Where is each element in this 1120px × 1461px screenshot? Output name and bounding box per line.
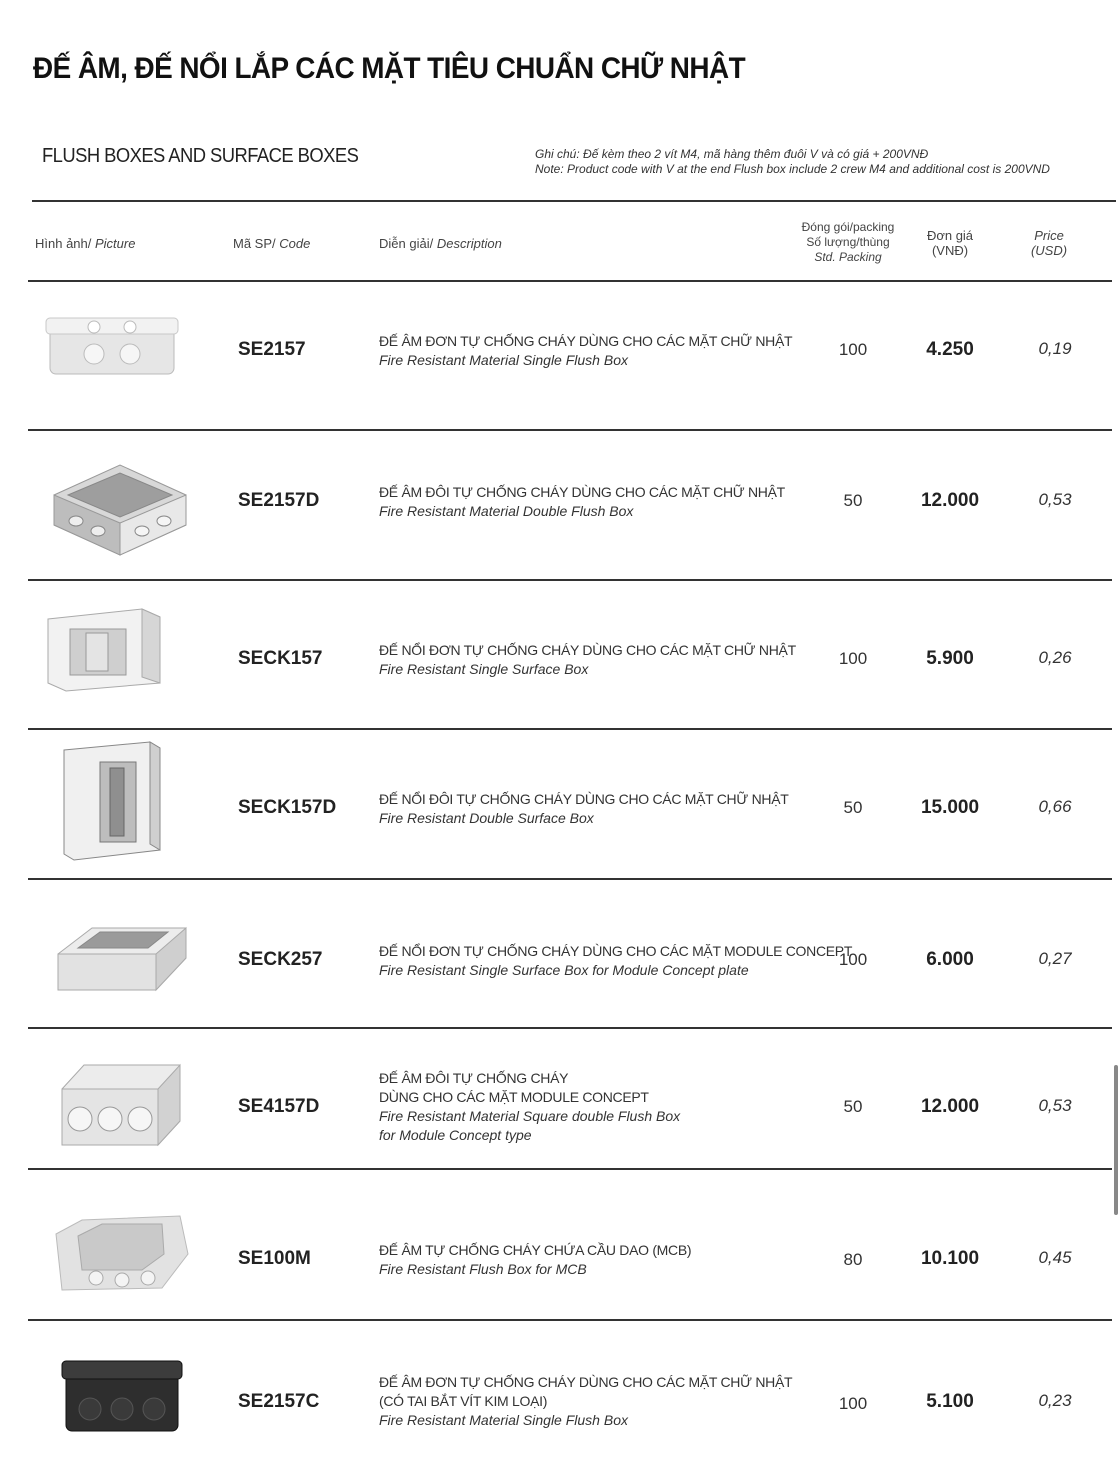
product-description: ĐẾ ÂM ĐÔI TỰ CHỐNG CHÁY DÙNG CHO CÁC MẶT MODULE CONCEPT Fire Resistant Material Square double Flush Box for Module Concept type [379,1070,681,1143]
product-packing: 100 [838,649,868,668]
scrollbar[interactable] [1114,1065,1118,1215]
product-row [0,282,1120,429]
product-price-usd: 0,26 [1038,648,1072,667]
product-code: SE100M [238,1248,311,1269]
single-flush-box-icon [44,316,180,380]
product-price-usd: 0,53 [1038,1096,1072,1115]
header-packing: Đóng gói/packing Số lượng/thùng Std. Packing [801,220,895,264]
page-title: ĐẾ ÂM, ĐẾ NỔI LẮP CÁC MẶT TIÊU CHUẨN CHỮ NHẬT [33,52,746,85]
product-price-usd: 0,23 [1038,1391,1072,1410]
square-double-flush-box-icon [60,1061,182,1147]
product-code: SE4157D [238,1096,320,1117]
product-price-usd: 0,45 [1038,1248,1072,1267]
product-description: ĐẾ ÂM ĐƠN TỰ CHỐNG CHÁY DÙNG CHO CÁC MẶT CHỮ NHẬT Fire Resistant Material Single Flush Box [379,333,793,368]
product-code: SE2157D [238,490,320,511]
product-price-usd: 0,53 [1038,490,1072,509]
black-flush-box-icon [60,1359,184,1435]
product-description: ĐẾ ÂM ĐƠN TỰ CHỐNG CHÁY DÙNG CHO CÁC MẶT CHỮ NHẬT (CÓ TAI BẮT VÍT KIM LOẠI) Fire Resistant Material Single Flush Box [379,1374,793,1428]
mcb-flush-box-icon [52,1214,192,1294]
product-packing: 50 [843,798,863,817]
product-code: SECK157 [238,648,323,669]
header-top-rule [32,200,1116,202]
product-price-vnd: 4.250 [926,339,974,360]
product-row [0,581,1120,728]
product-code: SECK157D [238,797,337,818]
product-price-vnd: 10.100 [920,1248,980,1269]
product-row [0,1170,1120,1319]
product-price-usd: 0,27 [1038,949,1072,968]
product-row [0,431,1120,579]
single-surface-box-icon [46,607,162,693]
page-subtitle: FLUSH BOXES AND SURFACE BOXES [42,145,359,167]
price-note-en: Note: Product code with V at the end Flush box include 2 crew M4 and additional cost is 200VND [535,162,1050,176]
product-description: ĐẾ NỔI ĐÔI TỰ CHỐNG CHÁY DÙNG CHO CÁC MẶT CHỮ NHẬT Fire Resistant Double Surface Box [379,791,789,826]
product-packing: 50 [843,491,863,510]
product-code: SE2157 [238,339,306,360]
product-packing: 50 [843,1097,863,1116]
price-note-vi: Ghi chú: Đế kèm theo 2 vít M4, mã hàng thêm đuôi V và có giá + 200VNĐ [535,147,929,161]
product-code: SECK257 [238,949,323,970]
product-price-usd: 0,66 [1038,797,1072,816]
product-row [0,880,1120,1027]
double-flush-box-icon [50,445,190,561]
product-description: ĐẾ ÂM ĐÔI TỰ CHỐNG CHÁY DÙNG CHO CÁC MẶT CHỮ NHẬT Fire Resistant Material Double Flush Box [379,484,785,519]
price-note [535,147,1050,177]
product-packing: 80 [843,1250,863,1269]
product-price-vnd: 12.000 [920,1096,980,1117]
product-code: SE2157C [238,1391,320,1412]
product-packing: 100 [838,950,868,969]
product-price-vnd: 6.000 [926,949,974,970]
header-price-usd: Price (USD) [1030,228,1068,258]
product-price-vnd: 5.100 [926,1391,974,1412]
header-picture: Hình ảnh/ Picture [35,236,136,251]
product-packing: 100 [838,340,868,359]
module-surface-box-icon [56,924,188,994]
product-description: ĐẾ NỔI ĐƠN TỰ CHỐNG CHÁY DÙNG CHO CÁC MẶT CHỮ NHẬT Fire Resistant Single Surface Box [379,642,796,677]
double-surface-box-icon [60,738,162,862]
product-row [0,730,1120,878]
header-price-vnd: Đơn giá (VNĐ) [926,228,974,258]
product-price-usd: 0,19 [1038,339,1072,358]
product-price-vnd: 5.900 [926,648,974,669]
product-row [0,1321,1120,1461]
product-price-vnd: 15.000 [920,797,980,818]
product-description: ĐẾ NỔI ĐƠN TỰ CHỐNG CHÁY DÙNG CHO CÁC MẶT MODULE CONCEPT Fire Resistant Single Surface Box for Module Concept plate [379,943,853,978]
header-code: Mã SP/ Code [233,236,311,251]
product-price-vnd: 12.000 [920,490,980,511]
header-description: Diễn giải/ Description [379,236,502,251]
product-description: ĐẾ ÂM TỰ CHỐNG CHÁY CHỨA CẦU DAO (MCB) Fire Resistant Flush Box for MCB [379,1242,692,1277]
product-row [0,1029,1120,1168]
product-packing: 100 [838,1394,868,1413]
